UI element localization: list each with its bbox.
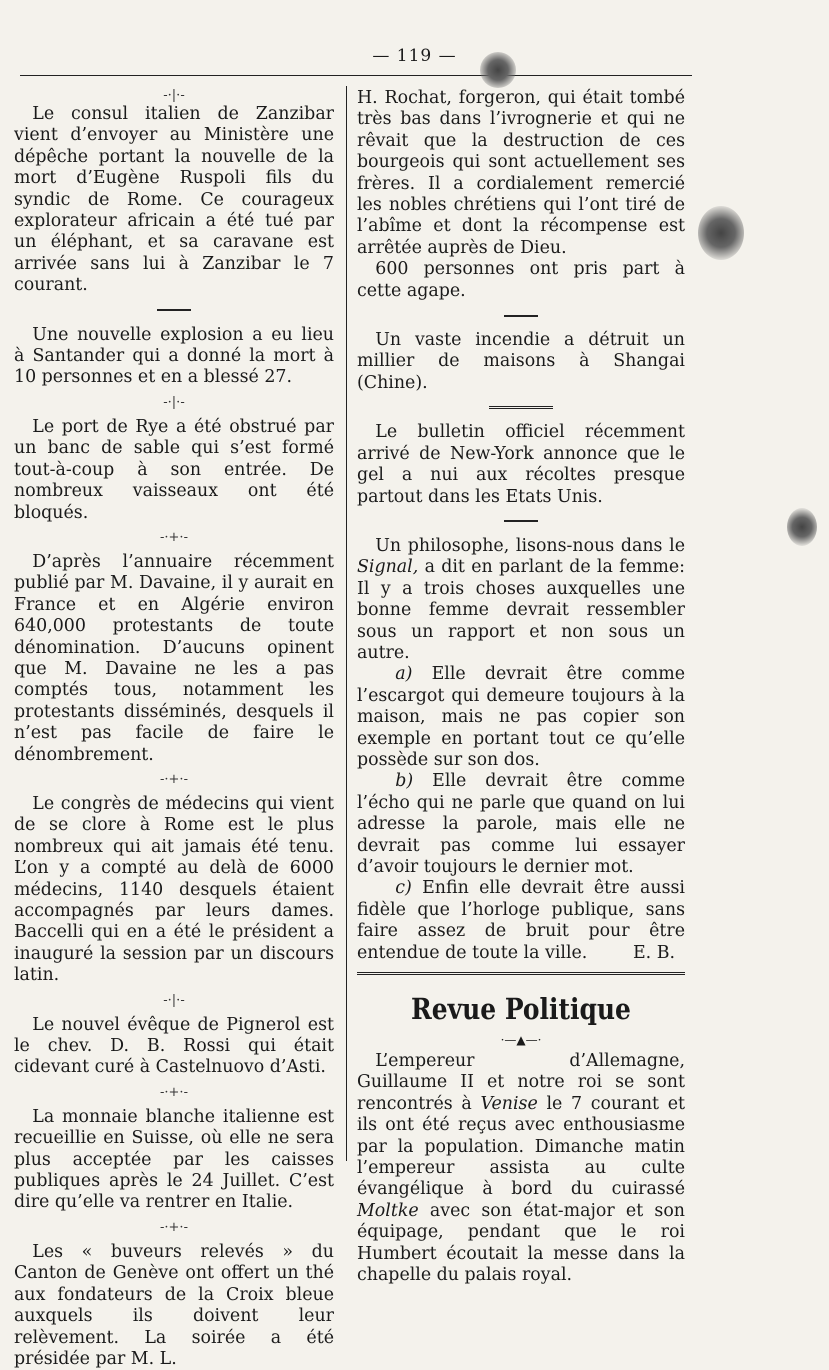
ornament-separator: -·|·-: [163, 394, 185, 410]
line-separator: [357, 508, 685, 536]
news-guillaume: L’empereur d’Allemagne, Guillaume II et notre roi se sont rencontrés à Venise le 7 courant et ils ont été reçus avec enthousiasme par la population. Dimanche matin l’empereur assista au culte évangélique à bord du cuirassé Moltke avec son état-major et son équipage, pendant que le roi Humbert écoutait la messe dans la chapelle du palais royal.: [357, 1051, 685, 1286]
news-congres-medecins: Le congrès de médecins qui vient de se clore à Rome est le plus nombreux qui ait jamais été tenu. L’on y a compté au delà de 6000 médecins, 1140 desquels étaient accompagnés par leurs dames. Baccelli qui en a été le président a inauguré la session par un discours latin.: [14, 793, 334, 986]
ink-stain-middle: [698, 206, 744, 260]
rochat-continuation: H. Rochat, forgeron, qui était tombé très bas dans l’ivrognerie et qui ne rêvait que la destruction de ces bourgeois qui sont actuellement ses frères. Il a cordialement remercié les nobles chrétiens qui l’ont tiré de l’abîme et dont la récompense est arrêtée auprès de Dieu.: [357, 88, 685, 258]
line-separator: [357, 394, 685, 422]
signature: E. B.: [632, 942, 675, 963]
page-number: — 119 —: [372, 46, 457, 66]
list-item-b: b) Elle devrait être comme l’écho qui ne parle que quand on lui adresse la parole, mais elle ne devrait pas comme lui essayer d’avoir toujours le dernier mot.: [357, 771, 685, 877]
news-santander: Une nouvelle explosion a eu lieu à Santander qui a donné la mort à 10 personnes et en a blessé 27.: [14, 324, 334, 388]
news-davaine: D’après l’annuaire récemment publié par M. Davaine, il y aurait en France et en Algérie environ 640,000 protestants de toute dénomination. D’aucuns opinent que M. Davaine ne les a pas comptés tous, notamment les protestants disséminés, desquels il n’est pas facile de faire le dénombrement.: [14, 551, 334, 765]
ornament-separator: -·+·-: [160, 771, 188, 787]
ink-stain-edge: [787, 508, 817, 546]
right-column: [357, 88, 685, 1287]
news-bulletin: Le bulletin officiel récemment arrivé de New-York annonce que le gel a nui aux récoltes presque partout dans les Etats Unis.: [357, 422, 685, 507]
list-item-c: c) Enfin elle devrait être aussi fidèle que l’horloge publique, sans faire assez de bruit pour être entendue de toute la ville. E. B.: [357, 878, 685, 963]
ornament-separator: -·+·-: [160, 1084, 188, 1100]
ship-moltke: Moltke: [357, 1200, 419, 1221]
ink-stain-top: [480, 52, 516, 88]
section-title-revue-politique: Revue Politique: [411, 992, 631, 1027]
line-separator: [357, 302, 685, 330]
source-signal: Signal,: [357, 557, 419, 578]
header-rule: [20, 75, 692, 76]
section-rule: [357, 972, 685, 975]
news-rye: Le port de Rye a été obstrué par un banc de sable qui s’est formé tout-à-coup à son entrée. De nombreux vaisseaux ont été bloqués.: [14, 416, 334, 523]
ornament-separator: -·+·-: [160, 1219, 188, 1235]
list-item-a: a) Elle devrait être comme l’escargot qui demeure toujours à la maison, mais ne pas copier son exemple en portant tout ce qu’elle possède sur son dos.: [357, 664, 685, 770]
ornament-separator: -·+·-: [160, 529, 188, 545]
news-philosophe: Un philosophe, lisons-nous dans le Signal, a dit en parlant de la femme: Il y a trois choses auxquelles une bonne femme devrait ressembler sous un rapport et non sous un autre.: [357, 535, 686, 663]
news-monnaie: La monnaie blanche italienne est recueillie en Suisse, où elle ne sera plus acceptée par les caisses publiques après le 24 Juillet. C’est dire qu’elle va rentrer en Italie.: [14, 1106, 334, 1213]
news-shangai: Un vaste incendie a détruit un millier de maisons à Shangai (Chine).: [357, 330, 685, 393]
news-buveurs: Les « buveurs relevés » du Canton de Genève ont offert un thé aux fondateurs de la Croix bleue auxquels ils doivent leur relèvement. La soirée a été présidée par M. L.: [14, 1241, 334, 1369]
news-pignerol: Le nouvel évêque de Pignerol est le chev. D. B. Rossi qui était cidevant curé à Castelnuovo d’Asti.: [14, 1014, 334, 1078]
column-divider: [346, 86, 347, 1161]
ornament-separator: -·|·-: [163, 88, 185, 103]
news-agape: 600 personnes ont pris part à cette agape.: [357, 259, 685, 301]
ornament-separator: [14, 297, 334, 325]
place-venise: Venise: [480, 1093, 538, 1114]
title-ornament: ·—▲—·: [500, 1033, 542, 1048]
left-column: [14, 88, 334, 1370]
ornament-separator: -·|·-: [163, 992, 185, 1008]
news-zanzibar: Le consul italien de Zanzibar vient d’envoyer au Ministère une dépêche portant la nouvelle de la mort d’Eugène Ruspoli fils du syndic de Rome. Ce courageux explorateur africain a été tué par un éléphant, et sa caravane est arrivée sans lui à Zanzibar le 7 courant.: [14, 104, 334, 296]
